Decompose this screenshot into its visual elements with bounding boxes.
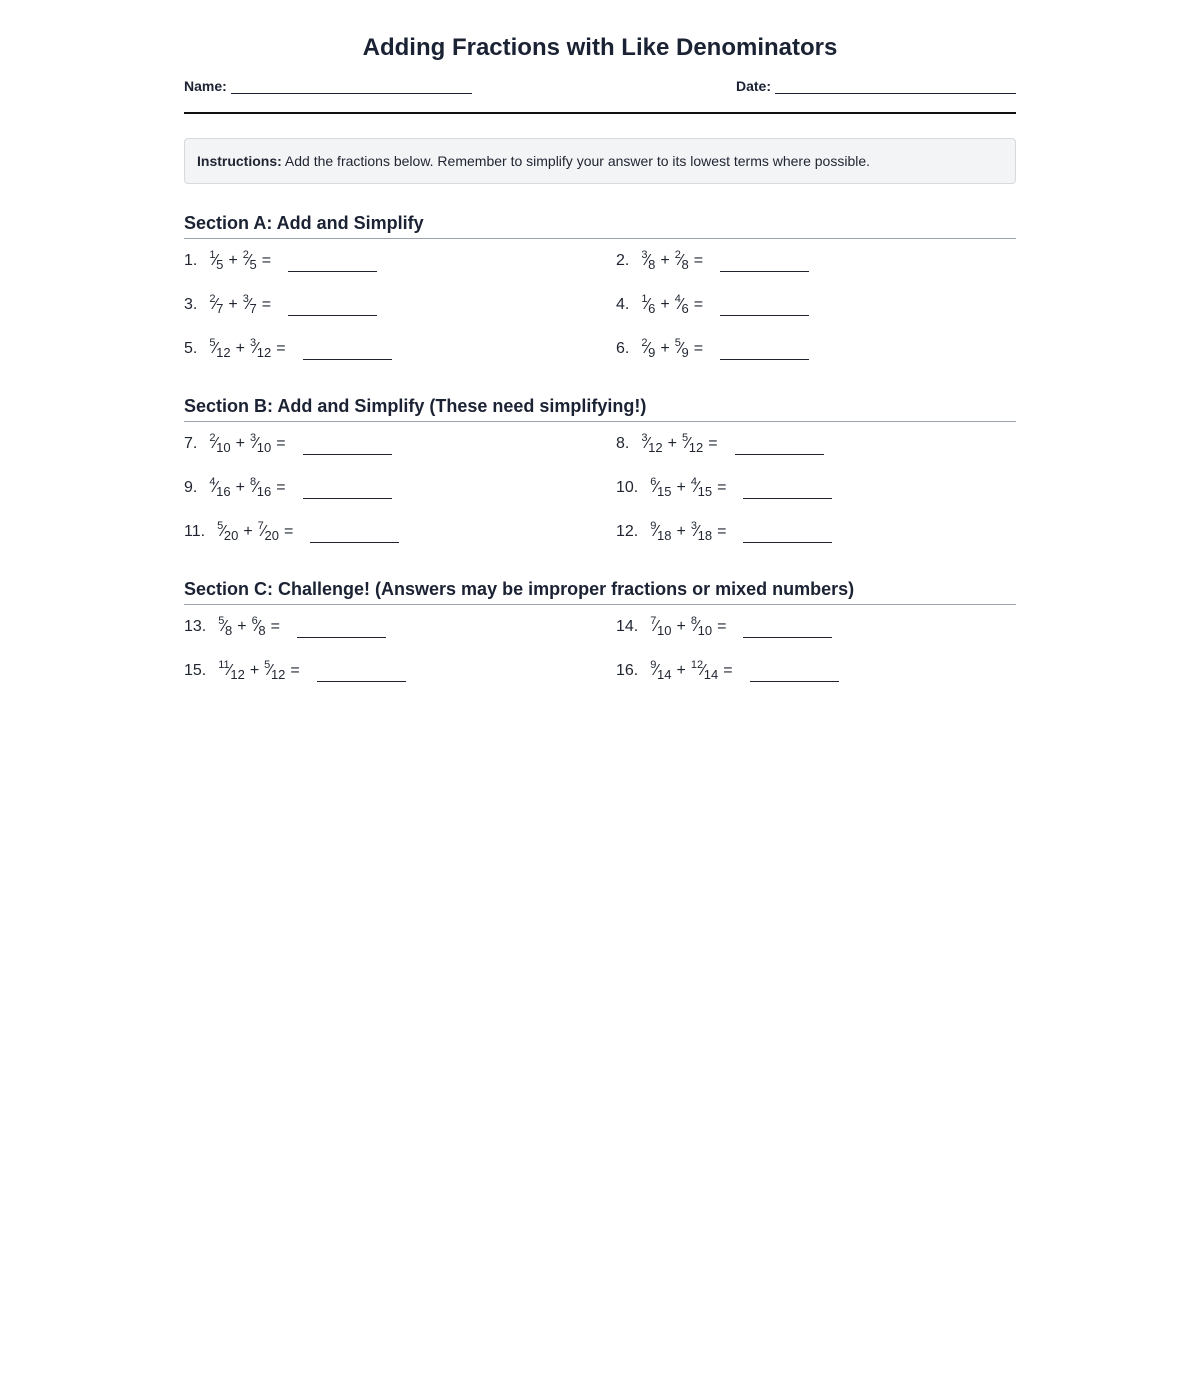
numerator: 2 [209, 432, 216, 444]
problem-item [184, 510, 616, 554]
plus-sign: + [667, 435, 677, 452]
fraction-a [217, 520, 239, 543]
plus-sign: + [676, 523, 686, 540]
denominator: 10 [216, 440, 231, 455]
equals-sign: = [270, 618, 280, 635]
denominator: 12 [230, 667, 245, 682]
problem-item [184, 283, 616, 327]
numerator: 7 [257, 520, 264, 532]
fraction-a [641, 432, 663, 455]
fraction-slash: ⁄ [247, 296, 251, 313]
numerator: 2 [209, 293, 216, 305]
fraction-a [209, 432, 231, 455]
problem-number: 11. [184, 523, 206, 540]
fraction-slash: ⁄ [214, 340, 218, 357]
fraction-slash: ⁄ [214, 252, 218, 269]
numerator: 5 [209, 337, 216, 349]
fraction-b [257, 520, 279, 543]
name-label: Name: [184, 78, 227, 94]
denominator: 14 [657, 667, 672, 682]
fraction-b [249, 476, 272, 499]
denominator: 10 [697, 623, 713, 638]
numerator: 5 [264, 659, 271, 671]
denominator: 20 [223, 528, 239, 543]
problem-item [616, 649, 1016, 693]
denominator: 10 [256, 440, 272, 455]
answer-blank[interactable] [743, 526, 832, 543]
instructions-text: Add the fractions below. Remember to simplify your answer to its lowest terms where possible. [281, 153, 871, 169]
answer-blank[interactable] [743, 482, 832, 499]
fraction-slash: ⁄ [255, 340, 258, 357]
fraction-slash: ⁄ [214, 435, 218, 452]
fraction-b [690, 476, 713, 499]
numerator: 6 [650, 476, 657, 488]
fraction-b [674, 249, 689, 272]
numerator: 4 [209, 476, 216, 488]
problem-number: 15. [184, 662, 207, 679]
fraction-slash: ⁄ [262, 523, 266, 540]
numerator: 12 [690, 659, 704, 671]
equals-sign: = [717, 479, 727, 496]
denominator: 20 [264, 528, 279, 543]
denominator: 12 [216, 345, 231, 360]
problem-number: 7. [184, 435, 198, 452]
fraction-slash: ⁄ [256, 618, 260, 635]
denominator: 18 [697, 528, 713, 543]
equals-sign: = [693, 252, 704, 269]
equals-sign: = [276, 340, 286, 357]
fraction-slash: ⁄ [255, 435, 258, 452]
problem-grid [184, 422, 1016, 554]
denominator: 12 [688, 440, 704, 455]
problem-item [616, 422, 1016, 466]
problem-number: 5. [184, 340, 198, 357]
denominator: 5 [216, 257, 224, 272]
problem-item [184, 649, 616, 693]
fraction-a [641, 249, 656, 272]
page-title: Adding Fractions with Like Denominators [362, 34, 838, 61]
section-b [184, 395, 1016, 554]
denominator: 14 [703, 667, 719, 682]
answer-blank[interactable] [743, 621, 832, 638]
problem-number: 6. [616, 340, 630, 357]
plus-sign: + [660, 296, 670, 313]
answer-blank[interactable] [720, 255, 809, 272]
student-info-row [184, 78, 1016, 94]
section-title: Section C: Challenge! (Answers may be improper fractions or mixed numbers) [184, 578, 1016, 605]
denominator: 6 [648, 301, 656, 316]
fraction-a [650, 659, 672, 682]
header-divider [184, 112, 1016, 114]
fraction-slash: ⁄ [646, 296, 650, 313]
denominator: 16 [216, 484, 231, 499]
numerator: 3 [249, 432, 257, 444]
problem-number: 14. [616, 618, 639, 635]
problem-item [616, 239, 1016, 283]
denominator: 7 [216, 301, 224, 316]
fraction-slash: ⁄ [695, 523, 699, 540]
fraction-b [242, 249, 257, 272]
fraction-slash: ⁄ [695, 618, 699, 635]
answer-blank[interactable] [303, 482, 392, 499]
fraction-b [674, 337, 689, 360]
fraction-b [249, 432, 272, 455]
problem-number: 2. [616, 252, 630, 269]
plus-sign: + [237, 618, 247, 635]
denominator: 10 [657, 623, 672, 638]
instructions-box [184, 138, 1016, 184]
problem-item [616, 327, 1016, 371]
answer-blank[interactable] [750, 665, 839, 682]
section-a [184, 212, 1016, 371]
numerator: 3 [641, 432, 648, 444]
equals-sign: = [693, 340, 704, 357]
fraction-slash: ⁄ [679, 252, 683, 269]
numerator: 1 [209, 249, 216, 261]
fraction-a [209, 476, 231, 499]
fraction-a [209, 293, 224, 316]
fraction-slash: ⁄ [223, 618, 227, 635]
problem-number: 3. [184, 296, 198, 313]
numerator: 5 [218, 615, 225, 627]
section-title: Section B: Add and Simplify (These need simplifying!) [184, 395, 1016, 422]
fraction-slash: ⁄ [222, 523, 225, 540]
numerator: 2 [242, 249, 249, 261]
equals-sign: = [717, 618, 727, 635]
fraction-slash: ⁄ [655, 479, 659, 496]
denominator: 18 [657, 528, 672, 543]
fraction-a [641, 337, 656, 360]
numerator: 7 [650, 615, 657, 627]
equals-sign: = [723, 662, 733, 679]
denominator: 12 [648, 440, 663, 455]
plus-sign: + [235, 340, 245, 357]
fraction-slash: ⁄ [702, 662, 705, 679]
denominator: 16 [256, 484, 272, 499]
fraction-slash: ⁄ [679, 296, 683, 313]
fraction-b [690, 520, 713, 543]
denominator: 12 [270, 667, 286, 682]
date-label: Date: [735, 78, 771, 94]
plus-sign: + [676, 662, 686, 679]
numerator: 3 [641, 249, 648, 261]
plus-sign: + [676, 479, 686, 496]
numerator: 1 [641, 293, 648, 305]
fraction-slash: ⁄ [646, 252, 650, 269]
numerator: 11 [218, 659, 230, 671]
worksheet [184, 0, 1016, 693]
numerator: 5 [217, 520, 224, 532]
problem-number: 13. [184, 618, 207, 635]
problem-number: 4. [616, 296, 630, 313]
equals-sign: = [717, 523, 727, 540]
problem-number: 1. [184, 252, 198, 269]
denominator: 9 [681, 345, 689, 360]
fraction-b [674, 293, 689, 316]
problem-item [616, 466, 1016, 510]
fraction-a [218, 615, 233, 638]
problem-item [184, 422, 616, 466]
problem-item [184, 605, 616, 649]
fraction-a [650, 520, 672, 543]
name-blank-line[interactable] [231, 79, 472, 94]
fraction-b [264, 659, 286, 682]
answer-blank[interactable] [317, 665, 406, 682]
fraction-slash: ⁄ [255, 479, 258, 496]
numerator: 5 [674, 337, 681, 349]
denominator: 15 [657, 484, 672, 499]
problem-grid [184, 605, 1016, 693]
denominator: 8 [258, 623, 266, 638]
section-c [184, 578, 1016, 693]
fraction-slash: ⁄ [228, 662, 232, 679]
answer-blank[interactable] [288, 299, 377, 316]
numerator: 9 [650, 659, 657, 671]
numerator: 3 [242, 293, 249, 305]
numerator: 8 [690, 615, 697, 627]
section-title: Section A: Add and Simplify [184, 212, 1016, 239]
date-field[interactable] [736, 78, 1016, 94]
fraction-a [641, 293, 656, 316]
fraction-a [218, 659, 245, 682]
plus-sign: + [235, 479, 245, 496]
plus-sign: + [228, 296, 238, 313]
answer-blank[interactable] [288, 255, 377, 272]
denominator: 5 [249, 257, 257, 272]
denominator: 12 [256, 345, 272, 360]
plus-sign: + [243, 523, 253, 540]
answer-blank[interactable] [297, 621, 386, 638]
fraction-b [690, 659, 719, 682]
fraction-slash: ⁄ [214, 479, 218, 496]
fraction-a [209, 249, 224, 272]
equals-sign: = [261, 296, 272, 313]
equals-sign: = [261, 252, 272, 269]
equals-sign: = [693, 296, 704, 313]
answer-blank[interactable] [310, 526, 399, 543]
denominator: 8 [225, 623, 233, 638]
fraction-b [681, 432, 704, 455]
problem-item [184, 466, 616, 510]
numerator: 3 [249, 337, 257, 349]
numerator: 3 [690, 520, 697, 532]
date-blank-line[interactable] [775, 79, 1016, 94]
problem-item [616, 283, 1016, 327]
fraction-slash: ⁄ [695, 479, 699, 496]
answer-blank[interactable] [303, 438, 392, 455]
denominator: 8 [648, 257, 656, 272]
answer-blank[interactable] [303, 343, 392, 360]
equals-sign: = [283, 523, 294, 540]
numerator: 6 [251, 615, 258, 627]
denominator: 9 [648, 345, 656, 360]
problem-number: 16. [616, 662, 639, 679]
problem-item [616, 510, 1016, 554]
fraction-a [650, 476, 672, 499]
plus-sign: + [660, 252, 670, 269]
problem-number: 9. [184, 479, 198, 496]
fraction-slash: ⁄ [679, 340, 683, 357]
plus-sign: + [228, 252, 238, 269]
equals-sign: = [276, 479, 286, 496]
fraction-slash: ⁄ [655, 662, 659, 679]
fraction-slash: ⁄ [646, 435, 650, 452]
instructions-label: Instructions: [197, 153, 282, 169]
numerator: 2 [641, 337, 648, 349]
plus-sign: + [676, 618, 686, 635]
fraction-b [251, 615, 266, 638]
problem-grid [184, 239, 1016, 371]
fraction-slash: ⁄ [214, 296, 218, 313]
denominator: 8 [681, 257, 689, 272]
numerator: 2 [674, 249, 681, 261]
plus-sign: + [235, 435, 245, 452]
fraction-slash: ⁄ [646, 340, 650, 357]
problem-item [184, 327, 616, 371]
fraction-slash: ⁄ [687, 435, 690, 452]
answer-blank[interactable] [720, 299, 809, 316]
problem-item [616, 605, 1016, 649]
plus-sign: + [660, 340, 670, 357]
problem-number: 8. [616, 435, 630, 452]
numerator: 8 [249, 476, 257, 488]
fraction-a [650, 615, 672, 638]
numerator: 4 [690, 476, 697, 488]
fraction-slash: ⁄ [269, 662, 272, 679]
denominator: 6 [681, 301, 689, 316]
fraction-slash: ⁄ [655, 618, 659, 635]
fraction-slash: ⁄ [655, 523, 659, 540]
answer-blank[interactable] [720, 343, 809, 360]
fraction-b [690, 615, 713, 638]
numerator: 5 [681, 432, 689, 444]
equals-sign: = [290, 662, 300, 679]
denominator: 15 [697, 484, 713, 499]
denominator: 7 [249, 301, 257, 316]
plus-sign: + [249, 662, 260, 679]
fraction-b [249, 337, 272, 360]
fraction-a [209, 337, 231, 360]
name-field[interactable] [184, 78, 472, 94]
problem-item [184, 239, 616, 283]
problem-number: 10. [616, 479, 639, 496]
problem-number: 12. [616, 523, 639, 540]
answer-blank[interactable] [735, 438, 824, 455]
numerator: 9 [650, 520, 657, 532]
fraction-slash: ⁄ [247, 252, 251, 269]
numerator: 4 [674, 293, 681, 305]
fraction-b [242, 293, 257, 316]
equals-sign: = [276, 435, 286, 452]
equals-sign: = [708, 435, 718, 452]
